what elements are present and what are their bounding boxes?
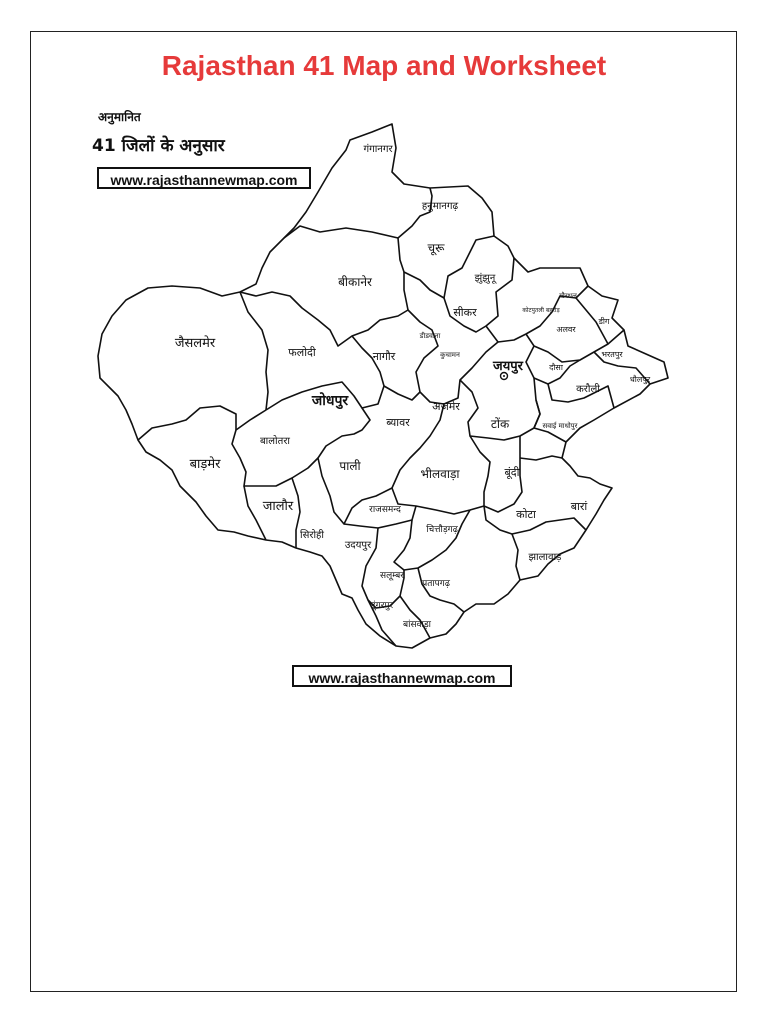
label-baran: बारां: [570, 500, 588, 513]
label-rajsamand: राजसमन्द: [369, 505, 401, 515]
label-jhalawar: झालावाड़: [528, 552, 562, 563]
label-nagaur: नागौर: [372, 350, 396, 363]
approx-note: अनुमानित: [98, 110, 141, 124]
label-barmer: बाड़मेर: [189, 457, 221, 472]
label-jaisalmer: जैसलमेर: [174, 336, 216, 351]
label-pratapgarh: प्रतापगढ़: [422, 579, 450, 589]
label-kota: कोटा: [516, 508, 536, 521]
label-didwana: डीडवाना: [419, 332, 441, 340]
label-udaipur: उदयपुर: [344, 540, 372, 551]
label-sikar: सीकर: [453, 306, 477, 319]
label-salumbar: सलूम्बर: [380, 571, 404, 581]
label-churu: चूरू: [427, 241, 445, 255]
label-banswara: बांसवाड़ा: [402, 620, 432, 630]
label-bhilwara: भीलवाड़ा: [420, 467, 460, 481]
label-bundi: बूंदी: [504, 466, 520, 479]
label-phalodi: फलोदी: [288, 346, 316, 359]
website-url-bottom: www.rajasthannewmap.com: [292, 665, 512, 687]
label-dungarpur: डूंगरपुर: [370, 601, 394, 611]
label-karauli: करौली: [576, 384, 600, 395]
label-hanumangarh: हनुमानगढ़: [421, 201, 459, 212]
label-kuchaman: कुचामन: [440, 351, 460, 359]
label-pali: पाली: [339, 459, 361, 473]
label-sawai-madhopur: सवाई माधोपुर: [542, 422, 578, 430]
label-khairthal: खैरथल: [559, 292, 577, 300]
label-balotra: बालोतरा: [259, 436, 291, 447]
label-dholpur: धौलपुर: [629, 375, 651, 384]
label-jodhpur: जोधपुर: [311, 393, 349, 409]
website-url-top: www.rajasthannewmap.com: [97, 167, 311, 189]
label-tonk: टोंक: [490, 417, 510, 431]
label-dausa: दौसा: [549, 363, 563, 372]
page-title: Rajasthan 41 Map and Worksheet: [161, 50, 607, 81]
label-jhunjhunu: झुंझुनू: [474, 273, 496, 284]
label-chittorgarh: चित्तौड़गढ़: [426, 525, 458, 535]
label-deeg: डीग: [598, 317, 610, 326]
label-alwar: अलवर: [556, 325, 576, 334]
label-ajmer: अजमेर: [432, 400, 460, 413]
label-bikaner: बीकानेर: [338, 275, 372, 289]
label-jaipur: जयपुर: [493, 359, 523, 374]
district-count-note: 41 जिलों के अनुसार: [92, 136, 225, 156]
capital-dot-icon: [503, 375, 505, 377]
label-sirohi: सिरोही: [300, 530, 324, 541]
label-beawar: ब्यावर: [386, 416, 410, 429]
label-kotputli: कोटपुतली बहरोड़: [522, 307, 560, 314]
label-bharatpur: भरतपुर: [601, 350, 623, 359]
label-jalore: जालौर: [262, 499, 294, 514]
label-ganganagar: गंगानगर: [363, 144, 393, 155]
